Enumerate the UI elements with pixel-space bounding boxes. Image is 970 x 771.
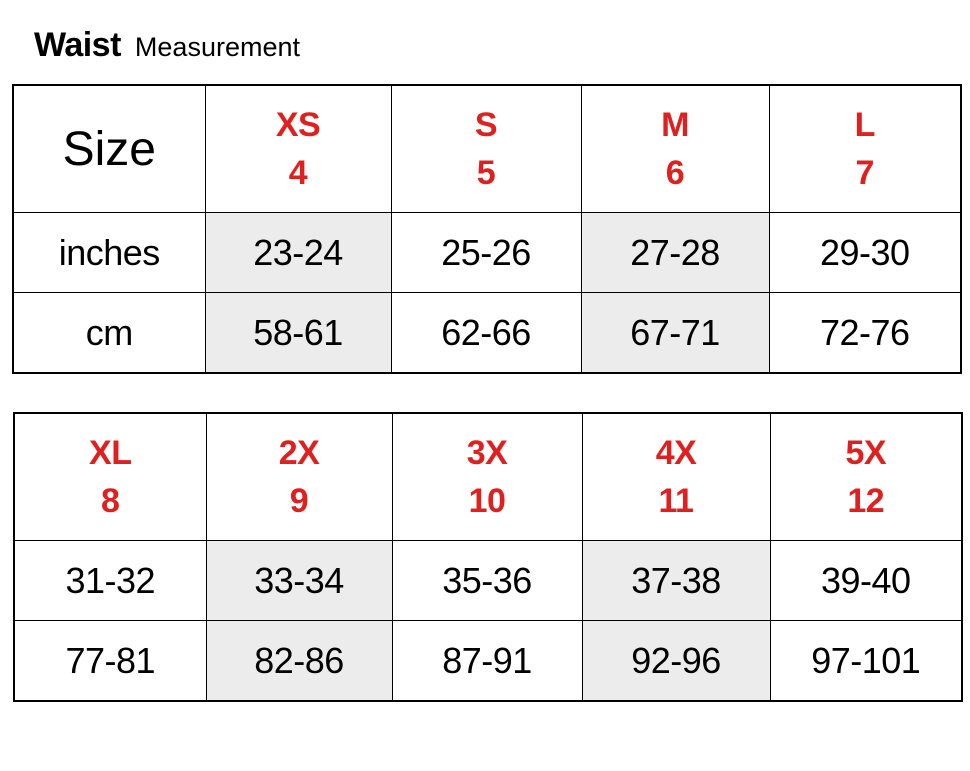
size-letter: XS <box>275 106 321 144</box>
size-header-row <box>14 413 962 541</box>
table-cell: 35-36 <box>392 541 582 621</box>
size-3x <box>392 413 582 541</box>
size-number: 9 <box>289 482 309 520</box>
size-letter: L <box>854 106 875 144</box>
table-cell: 39-40 <box>770 541 962 621</box>
chart-heading <box>34 26 300 65</box>
table-cell: 97-101 <box>770 621 962 702</box>
heading-waist: Waist <box>34 26 121 64</box>
size-number: 6 <box>665 154 685 192</box>
size-label: Size <box>13 85 205 213</box>
table-cell: 37-38 <box>582 541 770 621</box>
size-number: 11 <box>658 482 694 520</box>
table-cell: 87-91 <box>392 621 582 702</box>
inches-row <box>13 213 961 293</box>
table-cell: 62-66 <box>391 293 581 374</box>
cm-row <box>13 293 961 374</box>
heading-measurement: Measurement <box>134 32 300 62</box>
size-m <box>581 85 769 213</box>
table-cell: 31-32 <box>14 541 206 621</box>
size-number: 4 <box>288 154 308 192</box>
table-cell: 27-28 <box>581 213 769 293</box>
size-number: 8 <box>101 482 120 520</box>
size-letter: XL <box>89 434 132 472</box>
size-letter: S <box>474 106 498 144</box>
size-header-row <box>13 85 961 213</box>
row-label-cm: cm <box>13 293 205 374</box>
size-letter: 3X <box>466 434 508 472</box>
table-cell: 29-30 <box>769 213 961 293</box>
table-cell: 33-34 <box>206 541 392 621</box>
size-number: 10 <box>468 482 506 520</box>
size-number: 5 <box>476 154 496 192</box>
size-4x <box>582 413 770 541</box>
table-cell: 25-26 <box>391 213 581 293</box>
size-letter: 5X <box>845 434 887 472</box>
table-cell: 82-86 <box>206 621 392 702</box>
size-number: 7 <box>855 154 874 192</box>
size-5x <box>770 413 962 541</box>
table-cell: 72-76 <box>769 293 961 374</box>
table-cell: 77-81 <box>14 621 206 702</box>
table-cell: 23-24 <box>205 213 391 293</box>
size-xl <box>14 413 206 541</box>
size-2x <box>206 413 392 541</box>
size-letter: M <box>661 106 689 144</box>
inches-row <box>14 541 962 621</box>
table-cell: 58-61 <box>205 293 391 374</box>
table-cell: 67-71 <box>581 293 769 374</box>
size-letter: 4X <box>655 434 697 472</box>
size-s <box>391 85 581 213</box>
size-l <box>769 85 961 213</box>
row-label-inches: inches <box>13 213 205 293</box>
size-xs <box>205 85 391 213</box>
cm-row <box>14 621 962 702</box>
table-cell: 92-96 <box>582 621 770 702</box>
size-table-1 <box>12 84 962 374</box>
size-number: 12 <box>847 482 885 520</box>
size-letter: 2X <box>278 434 320 472</box>
size-table-2 <box>13 412 963 702</box>
